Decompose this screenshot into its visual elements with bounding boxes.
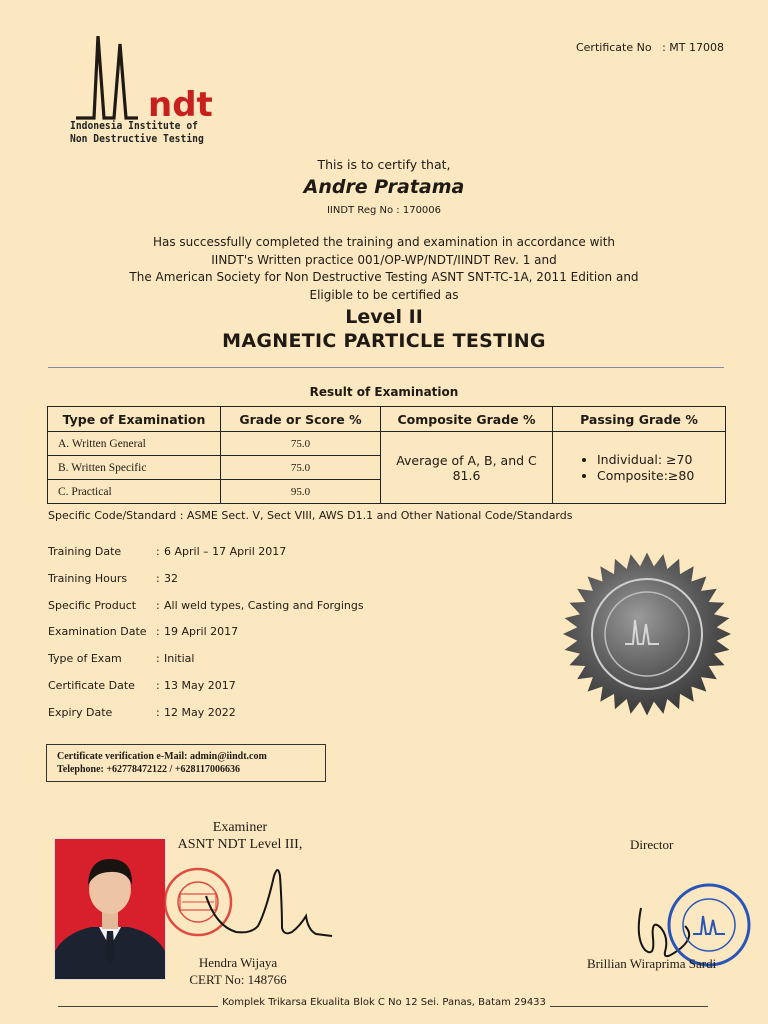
composite-grade: Average of A, B, and C 81.6 xyxy=(381,432,553,504)
person-icon xyxy=(55,839,165,979)
detail-row: Training Date : 6 April – 17 April 2017 xyxy=(48,545,287,558)
header-type: Type of Examination xyxy=(48,407,221,432)
header-passing: Passing Grade % xyxy=(553,407,726,432)
exam-score: 75.0 xyxy=(221,456,381,480)
detail-row: Examination Date : 19 April 2017 xyxy=(48,625,239,639)
detail-row: Type of Exam : Initial xyxy=(48,652,195,666)
exam-score: 95.0 xyxy=(221,480,381,504)
passing-grade xyxy=(553,432,726,504)
results-table xyxy=(47,406,726,504)
certify-body: Has successfully completed the training and examination in accordance with IINDT's Written practice 001/OP-WP/NDT/IINDT Rev. 1 and The American Society for Non Destructive Testing ASNT SNT-TC-1A, 2011 Edition and Eligible to be certified as xyxy=(129,235,639,302)
certification-level: Level II xyxy=(345,306,423,328)
logo-org-name: Indonesia Institute of Non Destructive Testing xyxy=(70,120,204,145)
examiner-cert-number: CERT No: 148766 xyxy=(189,972,287,987)
holder-photo xyxy=(54,838,166,980)
director-name: Brillian Wiraprima Sardi xyxy=(587,956,717,971)
detail-row: Expiry Date : 12 May 2022 xyxy=(48,705,236,719)
holder-name: Andre Pratama xyxy=(303,176,465,198)
table-row xyxy=(48,432,726,456)
header-score: Grade or Score % xyxy=(221,407,381,432)
examiner-signature-icon xyxy=(196,856,336,946)
exam-type: B. Written Specific xyxy=(48,456,221,480)
results-header-row xyxy=(48,407,726,432)
certificate-number: Certificate No : MT 17008 xyxy=(575,41,724,54)
verification-box xyxy=(46,744,326,782)
exam-score: 75.0 xyxy=(221,432,381,456)
certificate-details xyxy=(48,545,364,733)
footer-address: Komplek Trikarsa Ekualita Blok C No 12 Sei. Panas, Batam 29433 xyxy=(0,997,768,1008)
verification-phone: Telephone: +62778472122 / +628117006636 xyxy=(57,764,240,775)
results-title: Result of Examination xyxy=(309,385,459,399)
passing-composite: • Composite:≥80 xyxy=(597,468,725,484)
exam-type: C. Practical xyxy=(48,480,221,504)
detail-row: Training Hours : 32 xyxy=(48,571,178,585)
verification-email: Certificate verification e-Mail: admin@iindt.com xyxy=(57,751,267,762)
header-composite: Composite Grade % xyxy=(381,407,553,432)
specific-code: Specific Code/Standard : ASME Sect. V, Sect VIII, AWS D1.1 and Other National Code/Standards xyxy=(48,509,573,522)
silver-seal-icon xyxy=(555,548,739,720)
divider xyxy=(48,367,724,368)
exam-type: A. Written General xyxy=(48,432,221,456)
passing-individual: • Individual: ≥70 xyxy=(597,452,725,468)
certification-method: MAGNETIC PARTICLE TESTING xyxy=(222,330,546,352)
examiner-title: Examiner ASNT NDT Level III, xyxy=(177,820,303,852)
logo-brand-text: ndt xyxy=(148,85,213,125)
examiner-name: Hendra Wijaya CERT No: 148766 xyxy=(168,954,308,988)
certify-intro: This is to certify that, xyxy=(317,157,451,172)
detail-row: Specific Product : All weld types, Casting and Forgings xyxy=(48,598,364,612)
registration-number: IINDT Reg No : 170006 xyxy=(326,205,442,216)
director-title: Director xyxy=(630,837,674,852)
detail-row: Certificate Date : 13 May 2017 xyxy=(48,678,236,692)
